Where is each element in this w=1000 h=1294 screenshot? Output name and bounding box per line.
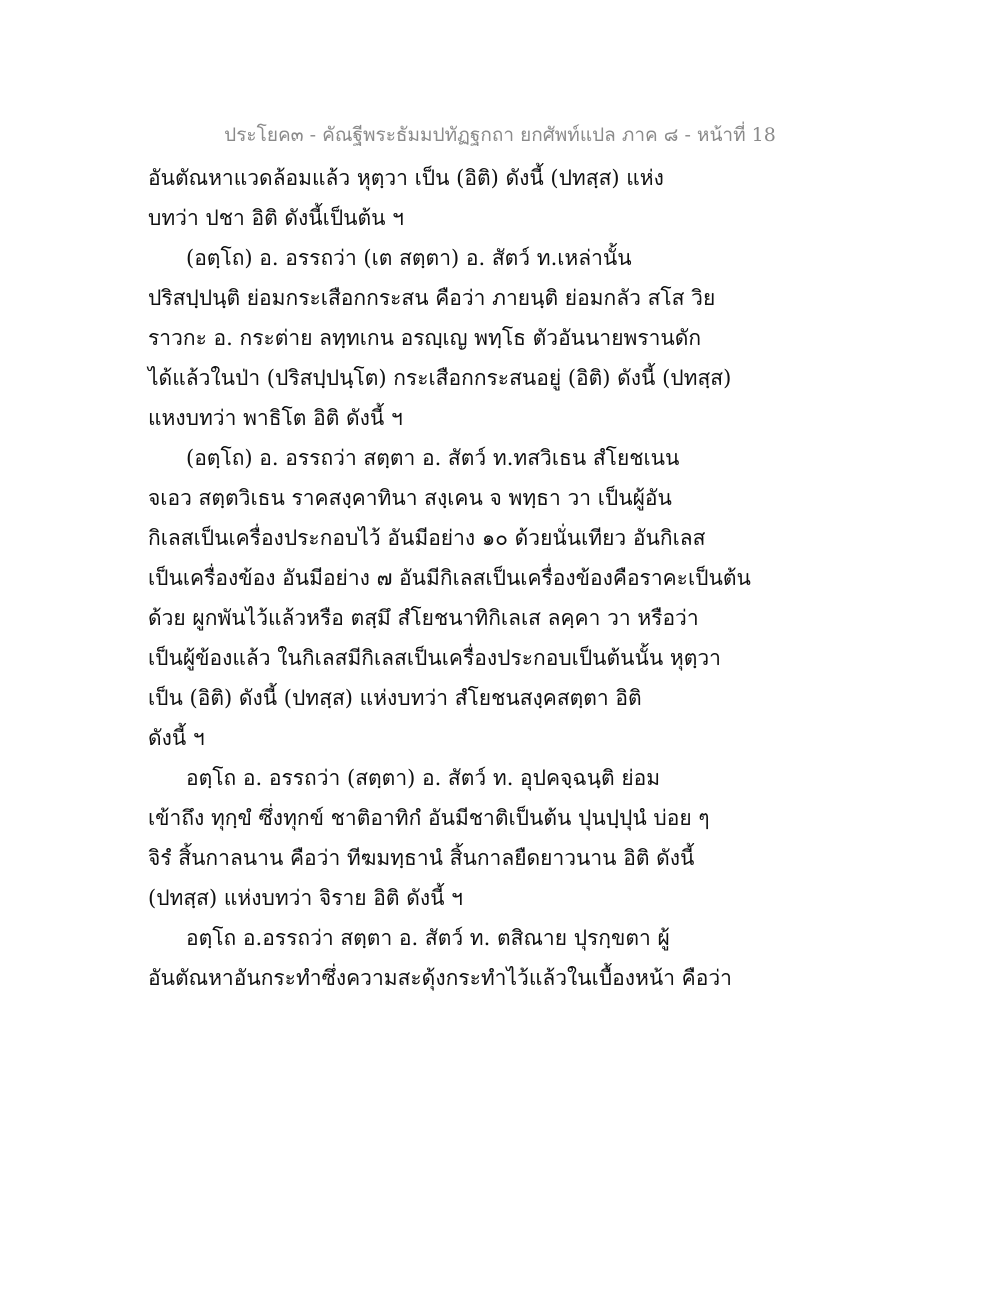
text-line: (อตฺโถ) อ. อรรถว่า สตฺตา อ. สัตว์ ท.ทสวิเธน สํโยชเนน — [186, 446, 680, 470]
text-line: ปริสปฺปนฺติ ย่อมกระเสือกกระสน คือว่า ภายนฺติ ย่อมกลัว สโส วิย — [148, 286, 716, 310]
text-line: เป็นผู้ข้องแล้ว ในกิเลสมีกิเลสเป็นเครื่องประกอบเป็นต้นนั้น หุตฺวา — [148, 646, 721, 670]
text-line: (ปทสฺส) แห่งบทว่า จิราย อิติ ดังนี้ ฯ — [148, 886, 463, 910]
text-line: อันตัณหาอันกระทำซึ่งความสะดุ้งกระทำไว้แล้วในเบื้องหน้า คือว่า — [148, 966, 732, 990]
text-line: เข้าถึง ทุกฺขํ ซึ่งทุกข์ ชาติอาทิกํ อันมีชาติเป็นต้น ปุนปฺปุนํ บ่อย ๆ — [148, 806, 710, 830]
text-line: อตฺโถ อ. อรรถว่า (สตฺตา) อ. สัตว์ ท. อุปคจฺฉนฺติ ย่อม — [186, 766, 661, 790]
body-text — [148, 158, 848, 998]
text-line: จิรํ สิ้นกาลนาน คือว่า ทีฆมทฺธานํ สิ้นกาลยืดยาวนาน อิติ ดังนี้ — [148, 846, 695, 870]
text-line: ราวกะ อ. กระต่าย ลทฺทเกน อรญฺเญ พทฺโธ ตัวอันนายพรานดัก — [148, 326, 702, 350]
text-line: เป็นเครื่องข้อง อันมีอย่าง ๗ อันมีกิเลสเป็นเครื่องข้องคือราคะเป็นต้น — [148, 566, 751, 590]
text-line: อตฺโถ อ.อรรถว่า สตฺตา อ. สัตว์ ท. ตสิณาย ปุรกฺขตา ผู้ — [186, 926, 670, 950]
text-line: ได้แล้วในป่า (ปริสปฺปนฺโต) กระเสือกกระสนอยู่ (อิติ) ดังนี้ (ปทสฺส) — [148, 366, 732, 390]
text-line: บทว่า ปชา อิติ ดังนี้เป็นต้น ฯ — [148, 206, 404, 230]
text-line: ดังนี้ ฯ — [148, 726, 205, 750]
text-line: เป็น (อิติ) ดังนี้ (ปทสฺส) แห่งบทว่า สํโยชนสงฺคสตฺตา อิติ — [148, 686, 642, 710]
text-line: แหงบทว่า พาธิโต อิติ ดังนี้ ฯ — [148, 406, 403, 430]
page-header: ประโยค๓ - คัณฐีพระธัมมปทัฏฐกถา ยกศัพท์แปล ภาค ๘ - หน้าที่ 18 — [224, 124, 776, 146]
text-line: กิเลสเป็นเครื่องประกอบไว้ อันมีอย่าง ๑๐ ด้วยนั่นเทียว อันกิเลส — [148, 526, 706, 550]
text-line: (อตฺโถ) อ. อรรถว่า (เต สตฺตา) อ. สัตว์ ท.เหล่านั้น — [186, 246, 632, 270]
text-line: จเอว สตฺตวิเธน ราคสงฺคาทินา สงฺเคน จ พทฺธา วา เป็นผู้อัน — [148, 486, 672, 510]
text-line: อันตัณหาแวดล้อมแล้ว หุตฺวา เป็น (อิติ) ดังนี้ (ปทสฺส) แห่ง — [148, 166, 664, 190]
text-line: ด้วย ผูกพันไว้แล้วหรือ ตสฺมึ สํโยชนาทิกิเลเส ลคฺคา วา หรือว่า — [148, 606, 699, 630]
